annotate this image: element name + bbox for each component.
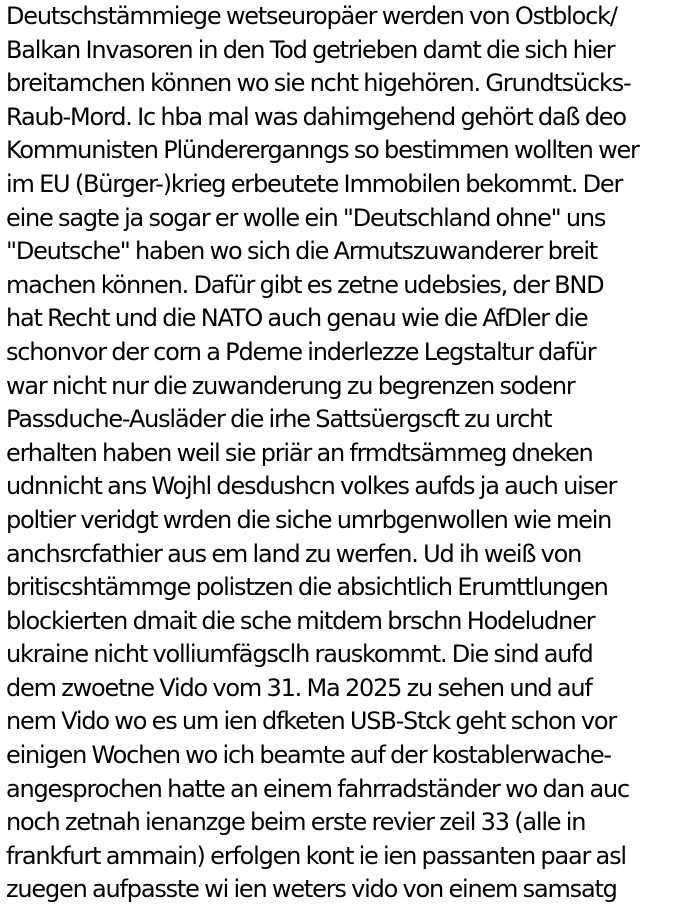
text-line: britiscshtämmge polistzen die absichtlich Erumttlungen [6,573,608,602]
text-line: Passduche-Ausläder die irhe Sattsüergscft zu urcht [6,405,552,434]
text-line: anchsrcfathier aus em land zu werfen. Ud ih weiß von [6,539,582,568]
text-line: Balkan Invasoren in den Tod getrieben damt die sich hier [6,35,615,64]
text-line: eine sagte ja sogar er wolle ein "Deutschland ohne" uns [6,203,606,232]
text-line: "Deutsche" haben wo sich die Armutszuwanderer breit [6,237,597,266]
text-line: noch zetnah ienanzge beim erste revier zeil 33 (alle in [6,808,586,837]
text-line: im EU (Bürger-)krieg erbeutete Immobilen bekommt. Der [6,169,623,198]
text-line: einigen Wochen wo ich beamte auf der kostablerwache- [6,741,611,770]
text-line: Kommunisten Plündererganngs so bestimmen wollten wer [6,136,639,165]
text-line: frankfurt ammain) erfolgen kont ie ien passanten paar asl [6,841,626,870]
text-line: dem zwoetne Vido vom 31. Ma 2025 zu sehen und auf [6,673,592,702]
text-line: poltier veridgt wrden die siche umrbgenwollen wie mein [6,505,612,534]
text-line: nem Vido wo es um ien dfketen USB-Stck geht schon vor [6,707,617,736]
document-body [6,0,682,907]
text-line: erhalten haben weil sie priär an frmdtsämmeg dneken [6,438,593,467]
text-line: Raub-Mord. Ic hba mal was dahimgehend gehört daß deo [6,102,626,131]
text-line: ukraine nicht volliumfägsclh rauskommt. Die sind aufd [6,640,593,669]
text-line: schonvor der corn a Pdeme inderlezze Legstaltur dafür [6,337,596,366]
text-line: machen können. Dafür gibt es zetne udebsies, der BND [6,270,604,299]
text-line: blockierten dmait die sche mitdem brschn Hodeludner [6,606,595,635]
text-line: hat Recht und die NATO auch genau wie die AfDler die [6,304,588,333]
text-line: Deutschstämmiege wetseuropäer werden von Ostblock/ [6,2,617,30]
text-line: udnnicht ans Wojhl desdushcn volkes aufds ja auch uiser [6,472,617,501]
text-line: zuegen aufpasste wi ien weters vido von einem samsatg [6,875,617,904]
text-line: angesprochen hatte an einem fahrradständer wo dan auc [6,774,629,803]
text-line: breitamchen können wo sie ncht higehören. Grundtsücks- [6,69,631,98]
text-line: war nicht nur die zuwanderung zu begrenzen sodenr [6,371,575,400]
